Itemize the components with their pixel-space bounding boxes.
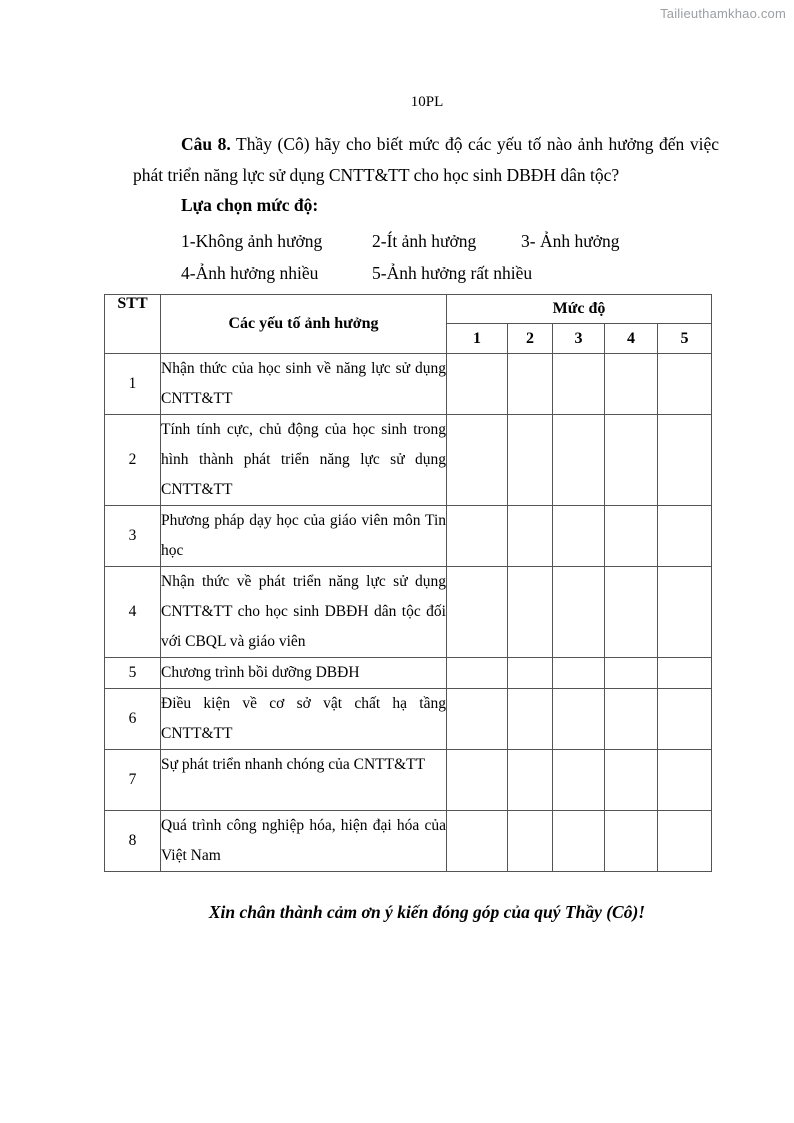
row-factor: Sự phát triển nhanh chóng của CNTT&TT bbox=[161, 750, 447, 811]
rating-cell-5[interactable] bbox=[658, 658, 712, 689]
rating-cell-2[interactable] bbox=[508, 567, 553, 658]
rating-cell-1[interactable] bbox=[447, 415, 508, 506]
rating-cell-1[interactable] bbox=[447, 354, 508, 415]
header-stt: STT bbox=[105, 295, 161, 354]
table-row bbox=[105, 811, 712, 872]
table-row bbox=[105, 506, 712, 567]
row-factor: Điều kiện về cơ sở vật chất hạ tầng CNTT&TT bbox=[161, 689, 447, 750]
header-level-2: 2 bbox=[508, 324, 553, 354]
rating-cell-5[interactable] bbox=[658, 415, 712, 506]
row-stt: 8 bbox=[105, 811, 161, 872]
table-row bbox=[105, 354, 712, 415]
rating-cell-2[interactable] bbox=[508, 506, 553, 567]
rating-cell-1[interactable] bbox=[447, 750, 508, 811]
header-level-1: 1 bbox=[447, 324, 508, 354]
header-level-3: 3 bbox=[553, 324, 605, 354]
rating-cell-3[interactable] bbox=[553, 811, 605, 872]
option-1: 1-Không ảnh hưởng bbox=[181, 231, 323, 251]
rating-cell-5[interactable] bbox=[658, 567, 712, 658]
rating-cell-3[interactable] bbox=[553, 354, 605, 415]
header-level-4: 4 bbox=[605, 324, 658, 354]
table-row bbox=[105, 689, 712, 750]
page-number: 10PL bbox=[410, 94, 444, 110]
question-paragraph bbox=[133, 129, 719, 191]
rating-cell-1[interactable] bbox=[447, 567, 508, 658]
rating-cell-5[interactable] bbox=[658, 354, 712, 415]
choose-level-title: Lựa chọn mức độ: bbox=[181, 195, 319, 215]
rating-cell-4[interactable] bbox=[605, 506, 658, 567]
question-label: Câu 8. bbox=[181, 134, 231, 154]
row-stt: 5 bbox=[105, 658, 161, 689]
rating-cell-2[interactable] bbox=[508, 689, 553, 750]
rating-cell-3[interactable] bbox=[553, 506, 605, 567]
rating-cell-2[interactable] bbox=[508, 354, 553, 415]
row-factor: Nhận thức về phát triển năng lực sử dụng CNTT&TT cho học sinh DBĐH dân tộc đối với CBQL và giáo viên bbox=[161, 567, 447, 658]
survey-table bbox=[104, 294, 712, 872]
rating-cell-4[interactable] bbox=[605, 811, 658, 872]
option-4: 4-Ảnh hưởng nhiều bbox=[181, 263, 319, 283]
rating-cell-4[interactable] bbox=[605, 354, 658, 415]
table-row bbox=[105, 658, 712, 689]
row-factor: Chương trình bồi dưỡng DBĐH bbox=[161, 658, 447, 689]
rating-cell-3[interactable] bbox=[553, 689, 605, 750]
row-factor: Quá trình công nghiệp hóa, hiện đại hóa của Việt Nam bbox=[161, 811, 447, 872]
table-row bbox=[105, 750, 712, 811]
rating-cell-2[interactable] bbox=[508, 811, 553, 872]
rating-cell-2[interactable] bbox=[508, 658, 553, 689]
row-stt: 3 bbox=[105, 506, 161, 567]
row-stt: 2 bbox=[105, 415, 161, 506]
rating-cell-4[interactable] bbox=[605, 658, 658, 689]
row-stt: 6 bbox=[105, 689, 161, 750]
rating-cell-3[interactable] bbox=[553, 415, 605, 506]
option-2: 2-Ít ảnh hưởng bbox=[372, 231, 477, 251]
rating-cell-2[interactable] bbox=[508, 750, 553, 811]
rating-cell-5[interactable] bbox=[658, 750, 712, 811]
header-factor: Các yếu tố ảnh hưởng bbox=[161, 295, 447, 354]
row-stt: 4 bbox=[105, 567, 161, 658]
rating-cell-1[interactable] bbox=[447, 506, 508, 567]
table-row bbox=[105, 567, 712, 658]
rating-cell-4[interactable] bbox=[605, 750, 658, 811]
watermark: Tailieuthamkhao.com bbox=[660, 6, 786, 21]
option-5: 5-Ảnh hưởng rất nhiều bbox=[372, 263, 533, 283]
rating-cell-1[interactable] bbox=[447, 689, 508, 750]
rating-cell-1[interactable] bbox=[447, 658, 508, 689]
rating-cell-5[interactable] bbox=[658, 689, 712, 750]
rating-cell-4[interactable] bbox=[605, 689, 658, 750]
rating-cell-3[interactable] bbox=[553, 750, 605, 811]
rating-cell-4[interactable] bbox=[605, 567, 658, 658]
header-level-5: 5 bbox=[658, 324, 712, 354]
row-stt: 1 bbox=[105, 354, 161, 415]
row-factor: Nhận thức của học sinh về năng lực sử dụng CNTT&TT bbox=[161, 354, 447, 415]
row-factor: Tính tính cực, chủ động của học sinh trong hình thành phát triển năng lực sử dụng CNTT&TT bbox=[161, 415, 447, 506]
header-level: Mức độ bbox=[447, 295, 712, 324]
option-3: 3- Ảnh hưởng bbox=[521, 231, 620, 251]
rating-cell-5[interactable] bbox=[658, 811, 712, 872]
rating-cell-3[interactable] bbox=[553, 658, 605, 689]
row-stt: 7 bbox=[105, 750, 161, 811]
rating-cell-4[interactable] bbox=[605, 415, 658, 506]
rating-cell-5[interactable] bbox=[658, 506, 712, 567]
rating-cell-3[interactable] bbox=[553, 567, 605, 658]
thank-you-note: Xin chân thành cảm ơn ý kiến đóng góp của quý Thầy (Cô)! bbox=[208, 902, 646, 922]
rating-cell-2[interactable] bbox=[508, 415, 553, 506]
row-factor: Phương pháp dạy học của giáo viên môn Tin học bbox=[161, 506, 447, 567]
table-row bbox=[105, 415, 712, 506]
rating-cell-1[interactable] bbox=[447, 811, 508, 872]
question-text: Thầy (Cô) hãy cho biết mức độ các yếu tố nào ảnh hưởng đến việc phát triển năng lực sử dụng CNTT&TT cho học sinh DBĐH dân tộc? bbox=[133, 134, 719, 185]
